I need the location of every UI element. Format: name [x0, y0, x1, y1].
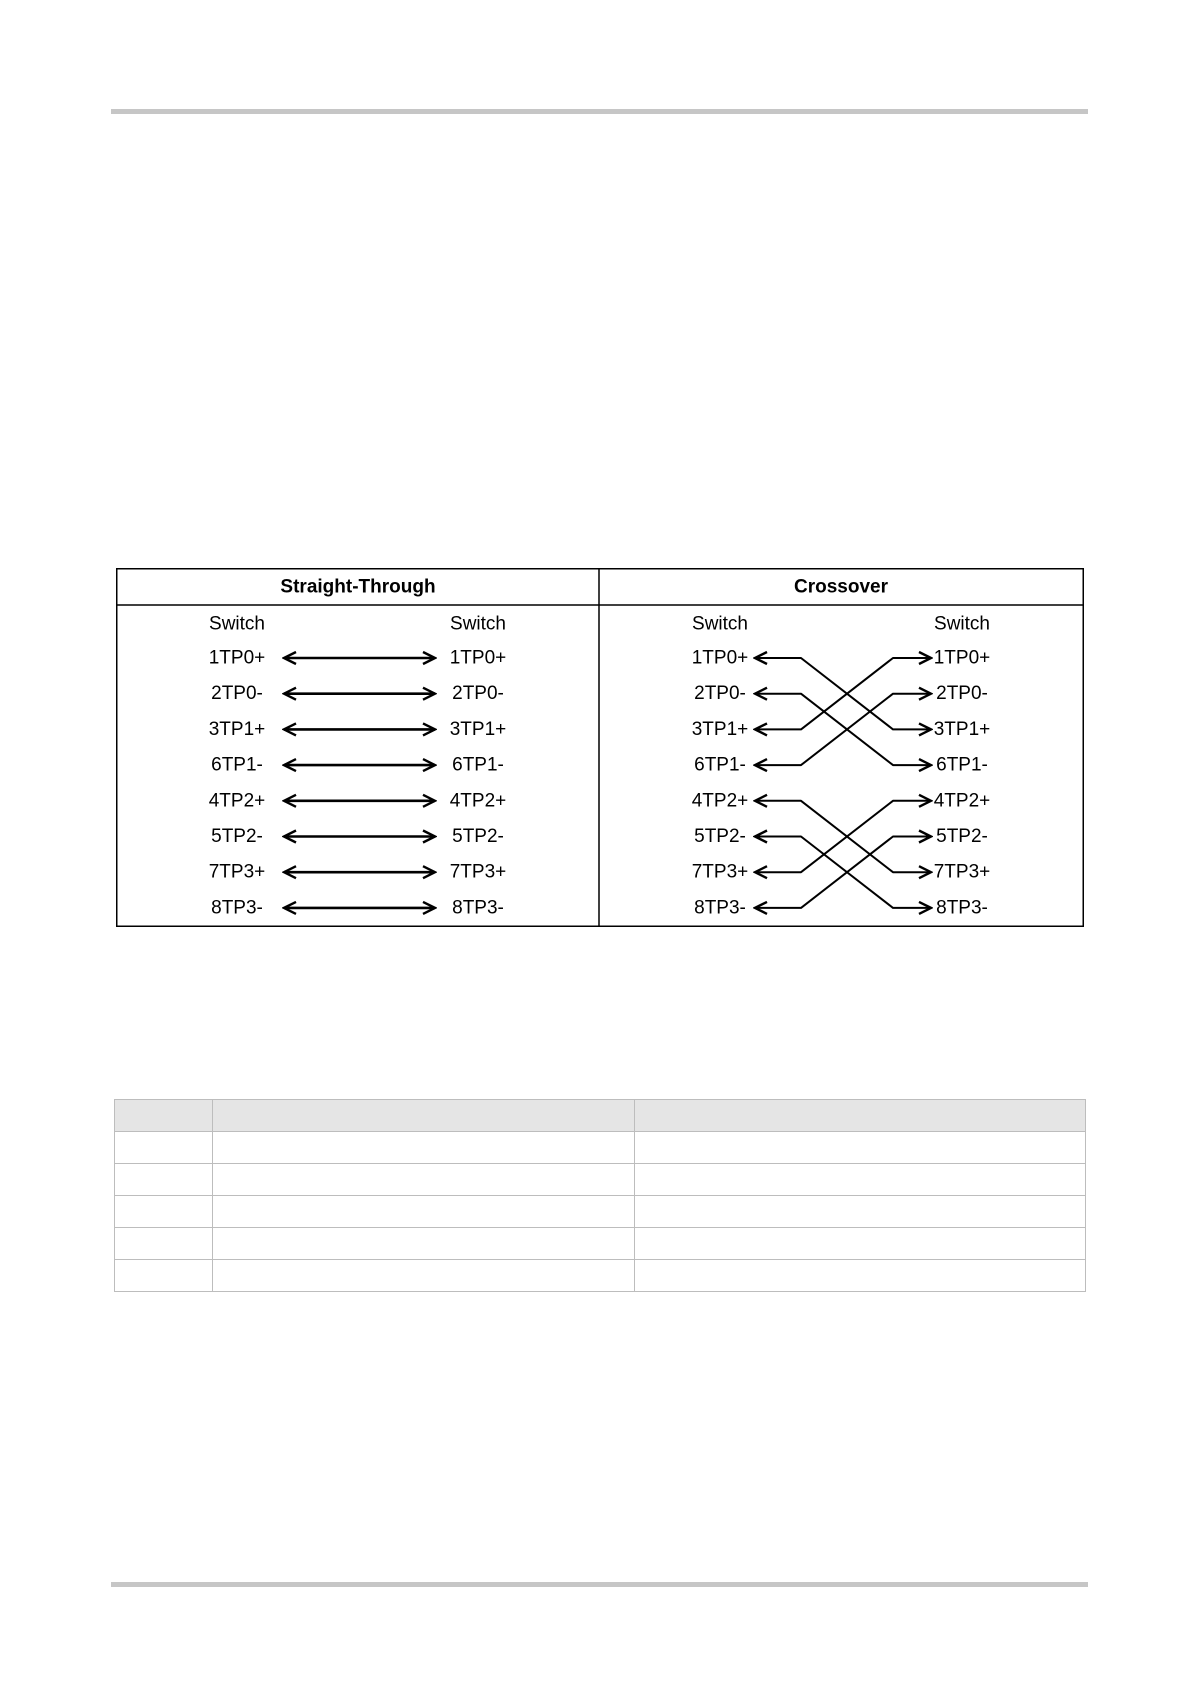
straight-left-pin-label: 1TP0+ — [208, 647, 266, 669]
straight-right-pin-label: 7TP3+ — [449, 861, 507, 883]
crossover-left-pin-label: 4TP2+ — [691, 790, 749, 812]
table-row — [115, 1260, 1086, 1292]
table-header-cell — [213, 1100, 635, 1132]
straight-left-switch-label: Switch — [209, 613, 265, 635]
crossover-left-pin-label: 7TP3+ — [691, 861, 749, 883]
straight-left-pin-label: 5TP2- — [211, 826, 263, 847]
table-header-cell — [635, 1100, 1086, 1132]
crossover-left-pin-label: 6TP1- — [694, 754, 746, 776]
crossover-left-pin-label: 2TP0- — [694, 683, 746, 705]
table-row — [115, 1196, 1086, 1228]
crossover-right-pin-label: 1TP0+ — [933, 647, 991, 669]
straight-right-pin-label: 3TP1+ — [449, 718, 507, 740]
table-cell — [635, 1196, 1086, 1228]
straight-left-pin-label: 8TP3- — [211, 897, 263, 919]
straight-right-switch-label: Switch — [450, 613, 506, 635]
straight-right-pin-label: 8TP3- — [452, 897, 504, 919]
crossover-left-pin-label: 5TP2- — [694, 826, 746, 847]
straight-left-pin-label: 7TP3+ — [208, 861, 266, 883]
table-row — [115, 1228, 1086, 1260]
table-row — [115, 1132, 1086, 1164]
crossover-right-pin-label: 6TP1- — [936, 754, 988, 776]
table-cell — [635, 1260, 1086, 1292]
crossover-right-pin-label: 2TP0- — [936, 683, 988, 705]
straight-right-pin-label: 4TP2+ — [449, 790, 507, 812]
straight-through-title: Straight-Through — [280, 576, 436, 598]
table-cell — [115, 1132, 213, 1164]
table-cell — [635, 1228, 1086, 1260]
crossover-right-pin-label: 4TP2+ — [933, 790, 991, 812]
table-cell — [115, 1196, 213, 1228]
straight-right-pin-label: 5TP2- — [452, 826, 504, 847]
table-cell — [213, 1228, 635, 1260]
cable-pinout-diagram — [116, 568, 1084, 927]
table-cell — [213, 1164, 635, 1196]
straight-left-pin-label: 6TP1- — [211, 754, 263, 776]
crossover-right-pin-label: 5TP2- — [936, 826, 988, 847]
footer-rule — [111, 1582, 1088, 1587]
data-table — [114, 1099, 1086, 1292]
crossover-left-pin-label: 8TP3- — [694, 897, 746, 919]
straight-right-pin-label: 2TP0- — [452, 683, 504, 705]
crossover-right-switch-label: Switch — [934, 613, 990, 635]
crossover-left-pin-label: 3TP1+ — [691, 718, 749, 740]
table-header-row — [115, 1100, 1086, 1132]
table-cell — [115, 1164, 213, 1196]
straight-left-pin-label: 2TP0- — [211, 683, 263, 705]
table-header-cell — [115, 1100, 213, 1132]
header-rule — [111, 109, 1088, 114]
table-cell — [213, 1196, 635, 1228]
crossover-right-pin-label: 7TP3+ — [933, 861, 991, 883]
crossover-right-pin-label: 8TP3- — [936, 897, 988, 919]
straight-left-pin-label: 4TP2+ — [208, 790, 266, 812]
straight-left-pin-label: 3TP1+ — [208, 718, 266, 740]
crossover-title: Crossover — [794, 576, 888, 598]
table-cell — [213, 1132, 635, 1164]
straight-right-pin-label: 6TP1- — [452, 754, 504, 776]
crossover-left-pin-label: 1TP0+ — [691, 647, 749, 669]
table-cell — [635, 1132, 1086, 1164]
table-cell — [115, 1260, 213, 1292]
crossover-right-pin-label: 3TP1+ — [933, 718, 991, 740]
table-cell — [213, 1260, 635, 1292]
table-cell — [115, 1228, 213, 1260]
table-row — [115, 1164, 1086, 1196]
crossover-left-switch-label: Switch — [692, 613, 748, 635]
table-cell — [635, 1164, 1086, 1196]
straight-right-pin-label: 1TP0+ — [449, 647, 507, 669]
